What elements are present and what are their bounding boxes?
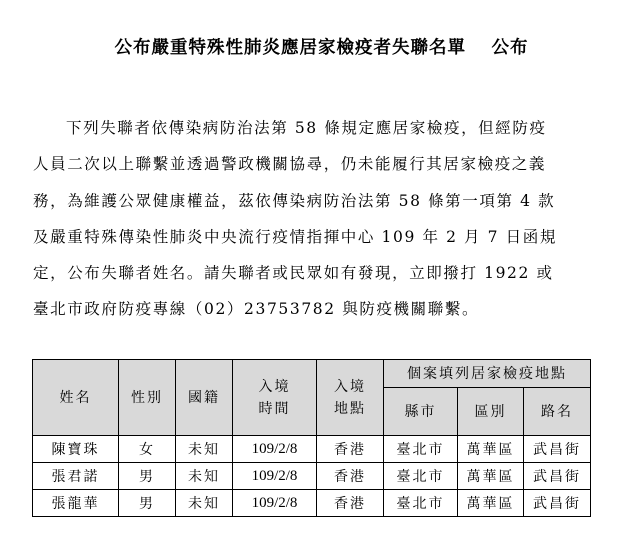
cell-entry-place: 香港 (317, 463, 384, 490)
header-city: 縣市 (384, 388, 458, 436)
header-entry-time (233, 360, 317, 436)
cell-name: 張君諾 (33, 463, 119, 490)
cell-gender: 男 (119, 490, 176, 517)
cell-name: 張龍華 (33, 490, 119, 517)
paragraph-line: 及嚴重特殊傳染性肺炎中央流行疫情指揮中心 109 年 2 月 7 日函規 (33, 227, 557, 246)
header-nationality: 國籍 (176, 360, 233, 436)
cell-gender: 女 (119, 436, 176, 463)
header-entry-time-line1: 入境 (258, 378, 291, 395)
cell-entry-place: 香港 (317, 490, 384, 517)
cell-district: 萬華區 (458, 436, 524, 463)
header-entry-place-line1: 入境 (334, 378, 366, 395)
paragraph-line: 人員二次以上聯繫並透過警政機關協尋，仍未能履行其居家檢疫之義 (33, 155, 547, 174)
cell-name: 陳寶珠 (33, 436, 119, 463)
paragraph-line: 定，公布失聯者姓名。請失聯者或民眾如有發現，立即撥打 1922 或 (33, 264, 554, 283)
cell-nationality: 未知 (176, 463, 233, 490)
paragraph-line: 下列失聯者依傳染病防治法第 58 條規定應居家檢疫，但經防疫 (66, 119, 547, 137)
cell-district: 萬華區 (458, 463, 524, 490)
cell-road: 武昌街 (524, 436, 591, 463)
paragraph-line: 務，為維護公眾健康權益，茲依傳染病防治法第 58 條第一項第 4 款 (33, 191, 556, 210)
header-gender: 性別 (119, 360, 176, 436)
document-title: 公布嚴重特殊性肺炎應居家檢疫者失聯名單 公布 (114, 38, 529, 58)
cell-gender: 男 (119, 463, 176, 490)
cell-nationality: 未知 (176, 436, 233, 463)
cell-entry-place: 香港 (317, 436, 384, 463)
header-name: 姓名 (33, 360, 119, 436)
table-row (33, 490, 591, 517)
cell-district: 萬華區 (458, 490, 524, 517)
header-entry-place (317, 360, 384, 436)
notice-paragraph (33, 110, 593, 328)
cell-road: 武昌街 (524, 490, 591, 517)
header-quarantine-location: 個案填列居家檢疫地點 (384, 360, 591, 388)
header-district: 區別 (458, 388, 524, 436)
cell-entry-time: 109/2/8 (233, 463, 317, 490)
cell-road: 武昌街 (524, 463, 591, 490)
cell-city: 臺北市 (384, 490, 458, 517)
cell-city: 臺北市 (384, 436, 458, 463)
cell-entry-time: 109/2/8 (233, 436, 317, 463)
table-row (33, 436, 591, 463)
header-entry-time-line2: 時間 (258, 400, 291, 417)
header-entry-place-line2: 地點 (334, 400, 366, 417)
table-row (33, 463, 591, 490)
cell-entry-time: 109/2/8 (233, 490, 317, 517)
header-road: 路名 (524, 388, 591, 436)
cell-city: 臺北市 (384, 463, 458, 490)
cell-nationality: 未知 (176, 490, 233, 517)
missing-persons-table (32, 359, 591, 517)
paragraph-line: 臺北市政府防疫專線（02）23753782 與防疫機關聯繫。 (33, 300, 480, 319)
